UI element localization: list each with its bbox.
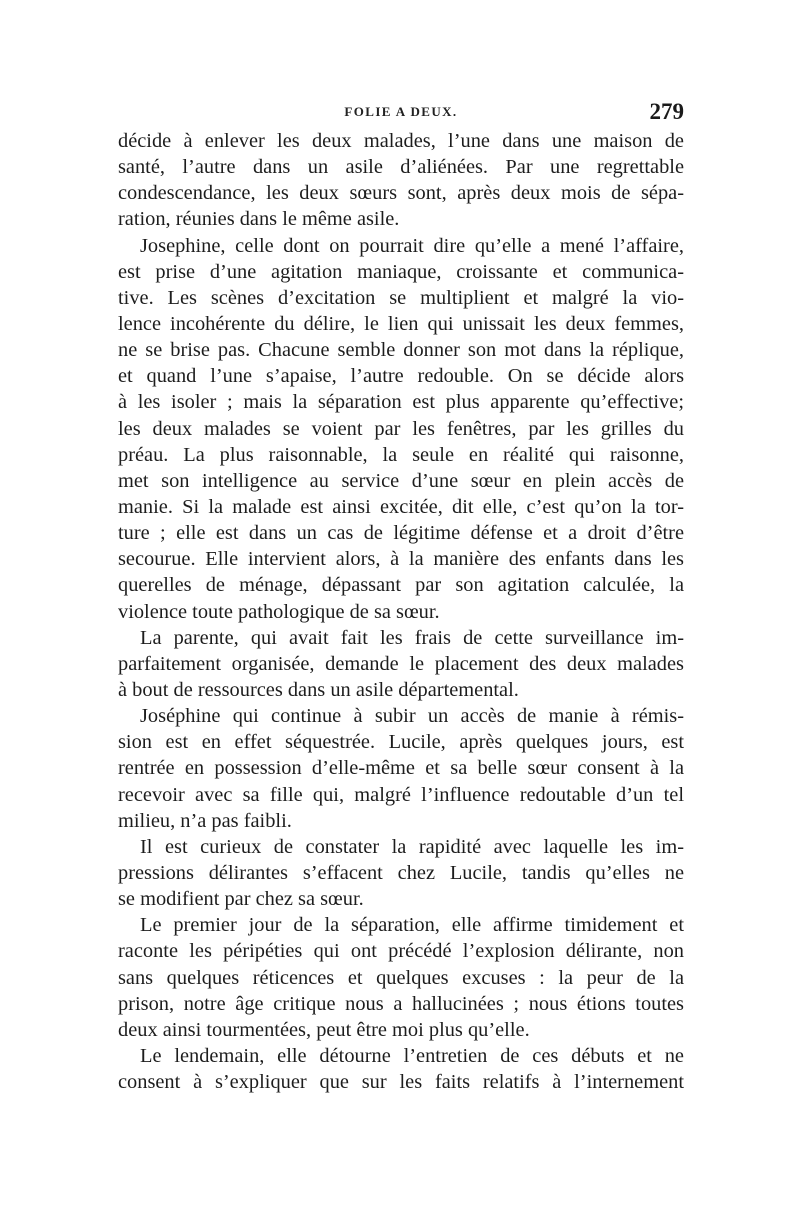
paragraph-3	[118, 625, 684, 703]
text-line: ration, réunies dans le même asile.	[118, 208, 400, 231]
text-line: met son intelligence au service d’une sœur en plein accès de	[118, 469, 684, 492]
running-header	[118, 99, 684, 128]
text-line: santé, l’autre dans un asile d’aliénées. Par une regrettable	[118, 156, 684, 179]
text-line: ture ; elle est dans un cas de légitime défense et a droit d’être	[118, 522, 684, 545]
text-line: Joséphine qui continue à subir un accès de manie à rémis-	[140, 705, 684, 728]
text-line: est prise d’une agitation maniaque, croissante et communica-	[118, 260, 684, 283]
text-line: Le premier jour de la séparation, elle affirme timidement et	[140, 914, 684, 937]
paragraph-2	[118, 233, 684, 625]
paragraph-5	[118, 834, 684, 912]
text-line: Le lendemain, elle détourne l’entretien de ces débuts et ne	[140, 1044, 684, 1067]
text-line: à bout de ressources dans un asile départemental.	[118, 678, 519, 701]
text-line: parfaitement organisée, demande le placement des deux malades	[118, 652, 684, 675]
text-line: deux ainsi tourmentées, peut être moi plus qu’elle.	[118, 1018, 530, 1041]
text-line: tive. Les scènes d’excitation se multiplient et malgré la vio-	[118, 286, 684, 309]
text-line: condescendance, les deux sœurs sont, après deux mois de sépa-	[118, 182, 684, 205]
text-line: secourue. Elle intervient alors, à la manière des enfants dans les	[118, 548, 684, 571]
text-line: violence toute pathologique de sa sœur.	[118, 600, 440, 623]
text-line: à les isoler ; mais la séparation est plus apparente qu’effective;	[118, 391, 684, 414]
text-line: ne se brise pas. Chacune semble donner son mot dans la réplique,	[118, 339, 684, 362]
paragraph-4	[118, 703, 684, 834]
text-line: milieu, n’a pas faibli.	[118, 809, 292, 832]
text-line: lence incohérente du délire, le lien qui unissait les deux femmes,	[118, 312, 684, 335]
paragraph-1	[118, 128, 684, 233]
text-line: pressions délirantes s’effacent chez Lucile, tandis qu’elles ne	[118, 861, 684, 884]
text-line: querelles de ménage, dépassant par son agitation calculée, la	[118, 574, 684, 597]
text-line: se modifient par chez sa sœur.	[118, 888, 364, 911]
text-line: prison, notre âge critique nous a hallucinées ; nous étions toutes	[118, 992, 684, 1015]
text-line: Josephine, celle dont on pourrait dire qu’elle a mené l’affaire,	[140, 234, 684, 257]
text-line: sion est en effet séquestrée. Lucile, après quelques jours, est	[118, 731, 684, 754]
text-line: les deux malades se voient par les fenêtres, par les grilles du	[118, 417, 684, 440]
text-line: préau. La plus raisonnable, la seule en réalité qui raisonne,	[118, 443, 684, 466]
page-number: 279	[649, 99, 684, 124]
text-line: recevoir avec sa fille qui, malgré l’influence redoutable d’un tel	[118, 783, 684, 806]
text-line: La parente, qui avait fait les frais de cette surveillance im-	[140, 626, 684, 649]
paragraph-7	[118, 1043, 684, 1095]
text-line: décide à enlever les deux malades, l’une dans une maison de	[118, 130, 684, 152]
text-line: consent à s’expliquer que sur les faits relatifs à l’internement	[118, 1071, 684, 1094]
body-text	[118, 128, 684, 1095]
text-line: raconte les péripéties qui ont précédé l’explosion délirante, non	[118, 940, 684, 963]
text-line: sans quelques réticences et quelques excuses : la peur de la	[118, 966, 684, 989]
paragraph-6	[118, 912, 684, 1043]
running-title: FOLIE A DEUX.	[344, 104, 458, 119]
text-line: et quand l’une s’apaise, l’autre redouble. On se décide alors	[118, 365, 684, 388]
text-line: rentrée en possession d’elle-même et sa belle sœur consent à la	[118, 757, 684, 780]
text-line: Il est curieux de constater la rapidité avec laquelle les im-	[140, 835, 684, 858]
text-line: manie. Si la malade est ainsi excitée, dit elle, c’est qu’on la tor-	[118, 495, 684, 518]
